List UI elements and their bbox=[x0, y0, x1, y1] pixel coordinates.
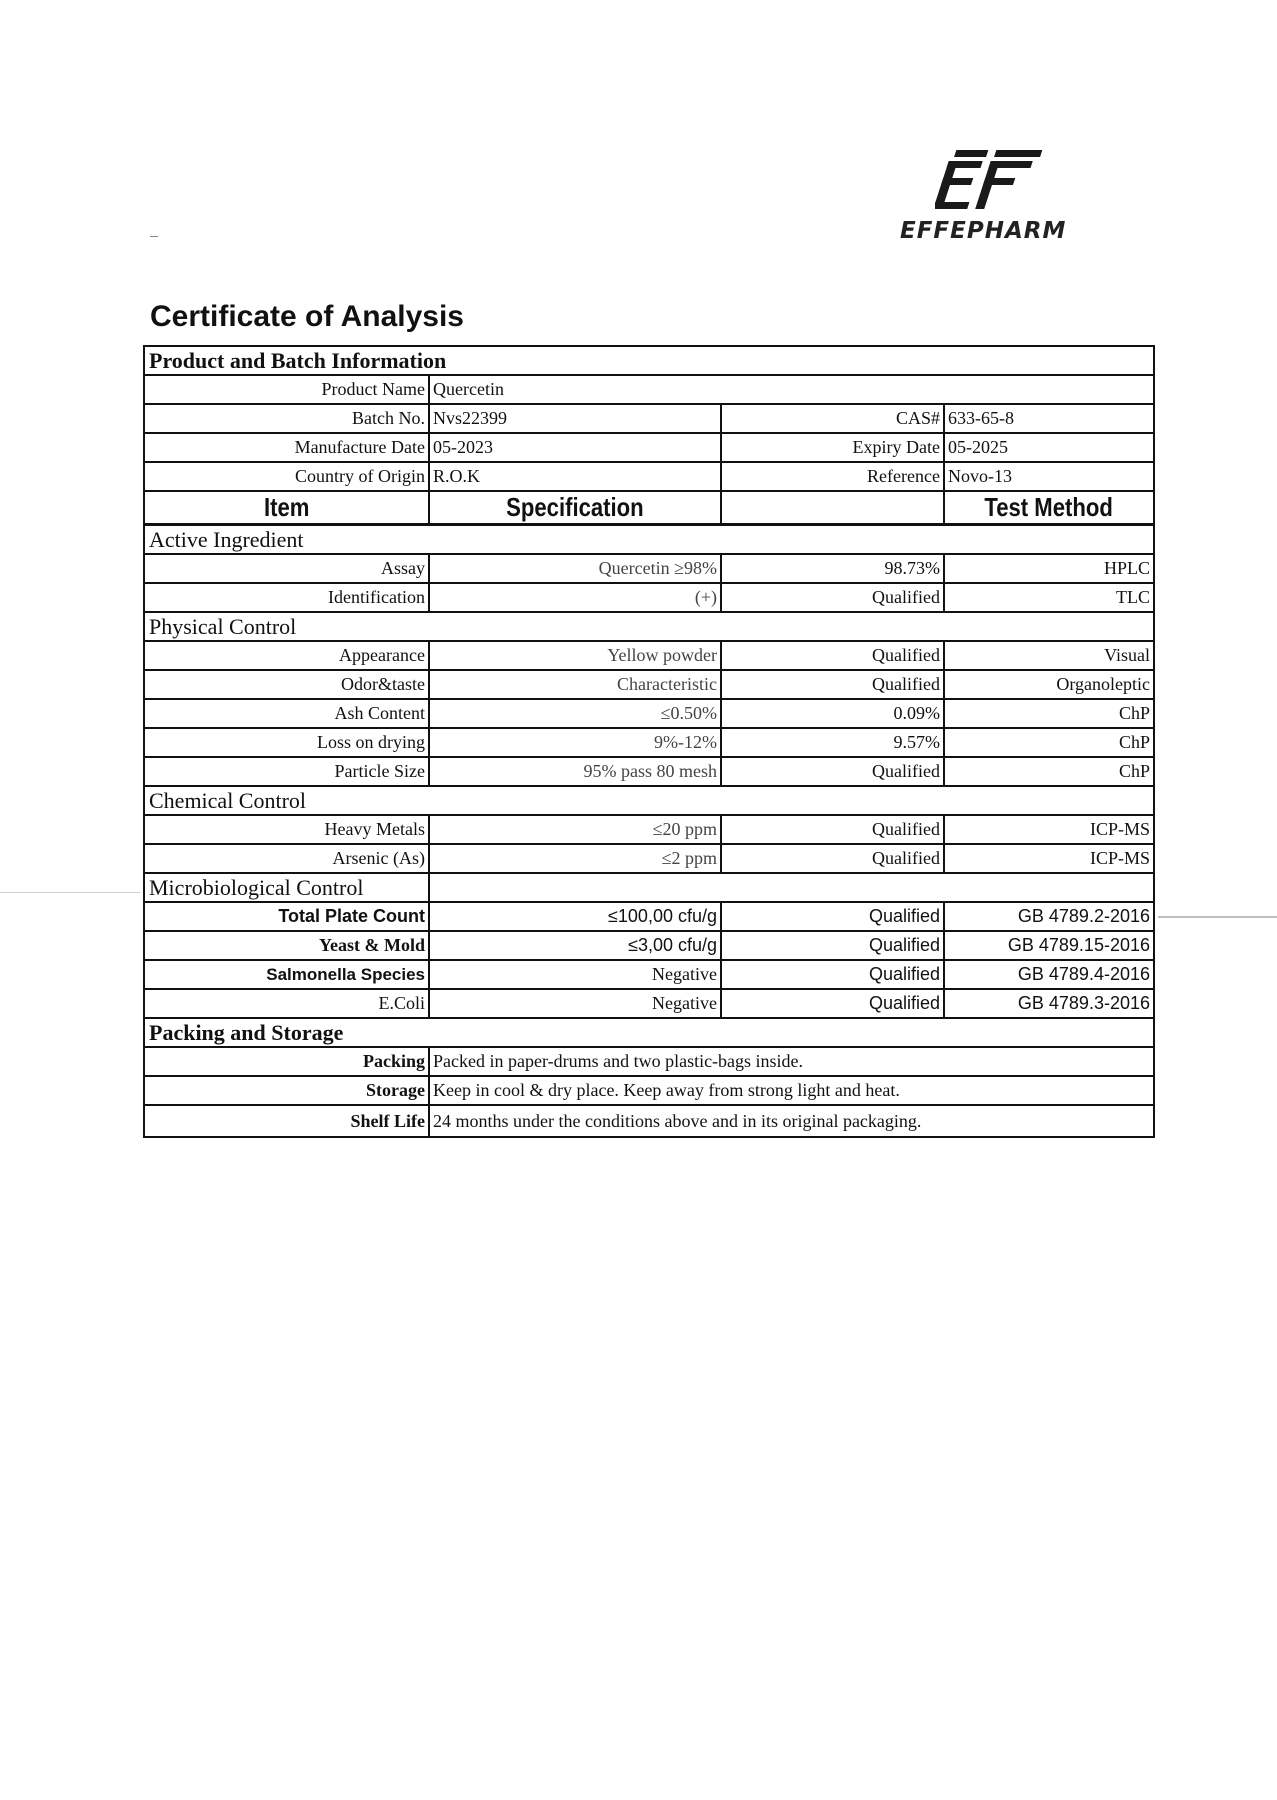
result-cell: 0.09% bbox=[722, 700, 945, 727]
method-cell: GB 4789.15-2016 bbox=[1007, 935, 1150, 955]
section-title: Product and Batch Information bbox=[149, 347, 447, 373]
spec-cell: Quercetin ≥98% bbox=[430, 555, 722, 582]
result-cell: Qualified bbox=[722, 990, 945, 1017]
value-cell: 24 months under the conditions above and in its original packaging. bbox=[433, 1110, 922, 1131]
batch-value: Nvs22399 bbox=[430, 405, 722, 432]
result-cell: Qualified bbox=[722, 816, 945, 843]
result-cell: Qualified bbox=[722, 758, 945, 785]
method-cell: GB 4789.4-2016 bbox=[1017, 964, 1150, 984]
spec-cell: ≤3,00 cfu/g bbox=[430, 932, 722, 959]
item-cell: Assay bbox=[145, 555, 430, 582]
product-name-value: Quercetin bbox=[433, 379, 504, 399]
column-header-item: Item bbox=[145, 492, 430, 523]
result-cell: Qualified bbox=[722, 584, 945, 611]
item-cell: Appearance bbox=[145, 642, 430, 669]
spec-cell: 9%-12% bbox=[430, 729, 722, 756]
table-row bbox=[145, 932, 1153, 961]
method-cell: ChP bbox=[1118, 761, 1150, 781]
info-row bbox=[145, 405, 1153, 434]
spec-cell: ≤0.50% bbox=[430, 700, 722, 727]
spec-cell: Negative bbox=[430, 961, 722, 988]
table-row bbox=[145, 816, 1153, 845]
ef-logo-icon bbox=[935, 148, 1045, 212]
section-header bbox=[145, 613, 1153, 642]
item-cell: Packing bbox=[145, 1048, 430, 1075]
method-cell: ChP bbox=[1118, 732, 1150, 752]
spec-cell: 95% pass 80 mesh bbox=[430, 758, 722, 785]
cas-label: CAS# bbox=[722, 405, 945, 432]
result-cell: Qualified bbox=[722, 932, 945, 959]
section-header bbox=[145, 1019, 1153, 1048]
expiry-label: Expiry Date bbox=[722, 434, 945, 461]
origin-label: Country of Origin bbox=[145, 463, 430, 490]
item-cell: Odor&taste bbox=[145, 671, 430, 698]
scan-artifact-line bbox=[0, 892, 140, 893]
scan-artifact-line bbox=[1158, 916, 1277, 918]
item-cell: Arsenic (As) bbox=[145, 845, 430, 872]
table-row bbox=[145, 700, 1153, 729]
section-header bbox=[145, 347, 1153, 376]
item-cell: Ash Content bbox=[145, 700, 430, 727]
method-cell: TLC bbox=[1116, 587, 1150, 607]
cas-value: 633-65-8 bbox=[948, 408, 1014, 428]
origin-value: R.O.K bbox=[430, 463, 722, 490]
result-cell: 9.57% bbox=[722, 729, 945, 756]
section-title: Chemical Control bbox=[149, 787, 307, 813]
brand-name: EFFEPHARM bbox=[900, 218, 1067, 244]
spec-cell: ≤100,00 cfu/g bbox=[430, 903, 722, 930]
section-header bbox=[145, 874, 1153, 903]
table-row bbox=[145, 671, 1153, 700]
method-cell: ICP-MS bbox=[1089, 819, 1150, 839]
spec-cell: (+) bbox=[430, 584, 722, 611]
info-row bbox=[145, 434, 1153, 463]
section-title: Active Ingredient bbox=[149, 526, 304, 552]
item-cell: Heavy Metals bbox=[145, 816, 430, 843]
section-header bbox=[145, 787, 1153, 816]
value-cell: Packed in paper-drums and two plastic-bags inside. bbox=[433, 1051, 804, 1071]
table-row bbox=[145, 555, 1153, 584]
result-cell: 98.73% bbox=[722, 555, 945, 582]
info-row bbox=[145, 376, 1153, 405]
table-row bbox=[145, 903, 1153, 932]
result-cell: Qualified bbox=[722, 642, 945, 669]
item-cell: E.Coli bbox=[145, 990, 430, 1017]
reference-value: Novo-13 bbox=[948, 466, 1012, 486]
result-cell: Qualified bbox=[722, 961, 945, 988]
spec-cell: Yellow powder bbox=[430, 642, 722, 669]
table-row bbox=[145, 584, 1153, 613]
reference-label: Reference bbox=[722, 463, 945, 490]
spec-cell: ≤2 ppm bbox=[430, 845, 722, 872]
item-cell: Shelf Life bbox=[145, 1106, 430, 1136]
item-cell: Total Plate Count bbox=[145, 903, 430, 930]
manufacture-value: 05-2023 bbox=[430, 434, 722, 461]
item-cell: Loss on drying bbox=[145, 729, 430, 756]
section-title: Microbiological Control bbox=[145, 874, 430, 901]
scan-mark bbox=[150, 236, 158, 237]
spec-cell: ≤20 ppm bbox=[430, 816, 722, 843]
table-row bbox=[145, 1077, 1153, 1106]
expiry-value: 05-2025 bbox=[948, 437, 1008, 457]
value-cell: Keep in cool & dry place. Keep away from strong light and heat. bbox=[433, 1080, 900, 1100]
spec-cell: Negative bbox=[430, 990, 722, 1017]
item-cell: Yeast & Mold bbox=[145, 932, 430, 959]
column-header-result bbox=[722, 492, 945, 523]
page-title: Certificate of Analysis bbox=[150, 300, 464, 333]
method-cell: GB 4789.3-2016 bbox=[1017, 993, 1150, 1013]
certificate-table bbox=[143, 345, 1155, 1138]
info-row bbox=[145, 463, 1153, 492]
column-header-specification: Specification bbox=[430, 492, 722, 523]
section-title: Packing and Storage bbox=[149, 1019, 344, 1045]
item-cell: Salmonella Species bbox=[145, 961, 430, 988]
manufacture-label: Manufacture Date bbox=[145, 434, 430, 461]
table-row bbox=[145, 1106, 1153, 1136]
result-cell: Qualified bbox=[722, 845, 945, 872]
table-row bbox=[145, 758, 1153, 787]
section-title: Physical Control bbox=[149, 613, 297, 639]
section-header bbox=[145, 526, 1153, 555]
method-cell: Visual bbox=[1104, 645, 1150, 665]
result-cell: Qualified bbox=[722, 903, 945, 930]
table-row bbox=[145, 961, 1153, 990]
table-row bbox=[145, 729, 1153, 758]
product-name-label: Product Name bbox=[145, 376, 430, 403]
table-row bbox=[145, 642, 1153, 671]
method-cell: ChP bbox=[1118, 703, 1150, 723]
item-cell: Particle Size bbox=[145, 758, 430, 785]
method-cell: ICP-MS bbox=[1089, 848, 1150, 868]
item-cell: Identification bbox=[145, 584, 430, 611]
method-cell: HPLC bbox=[1103, 558, 1150, 578]
table-row bbox=[145, 1048, 1153, 1077]
table-row bbox=[145, 845, 1153, 874]
result-cell: Qualified bbox=[722, 671, 945, 698]
spec-cell: Characteristic bbox=[430, 671, 722, 698]
method-cell: Organoleptic bbox=[1056, 674, 1150, 694]
batch-label: Batch No. bbox=[145, 405, 430, 432]
method-cell: GB 4789.2-2016 bbox=[1017, 906, 1150, 926]
column-header-test-method: Test Method bbox=[984, 492, 1114, 522]
table-row bbox=[145, 990, 1153, 1019]
column-header-row bbox=[145, 492, 1153, 526]
item-cell: Storage bbox=[145, 1077, 430, 1104]
